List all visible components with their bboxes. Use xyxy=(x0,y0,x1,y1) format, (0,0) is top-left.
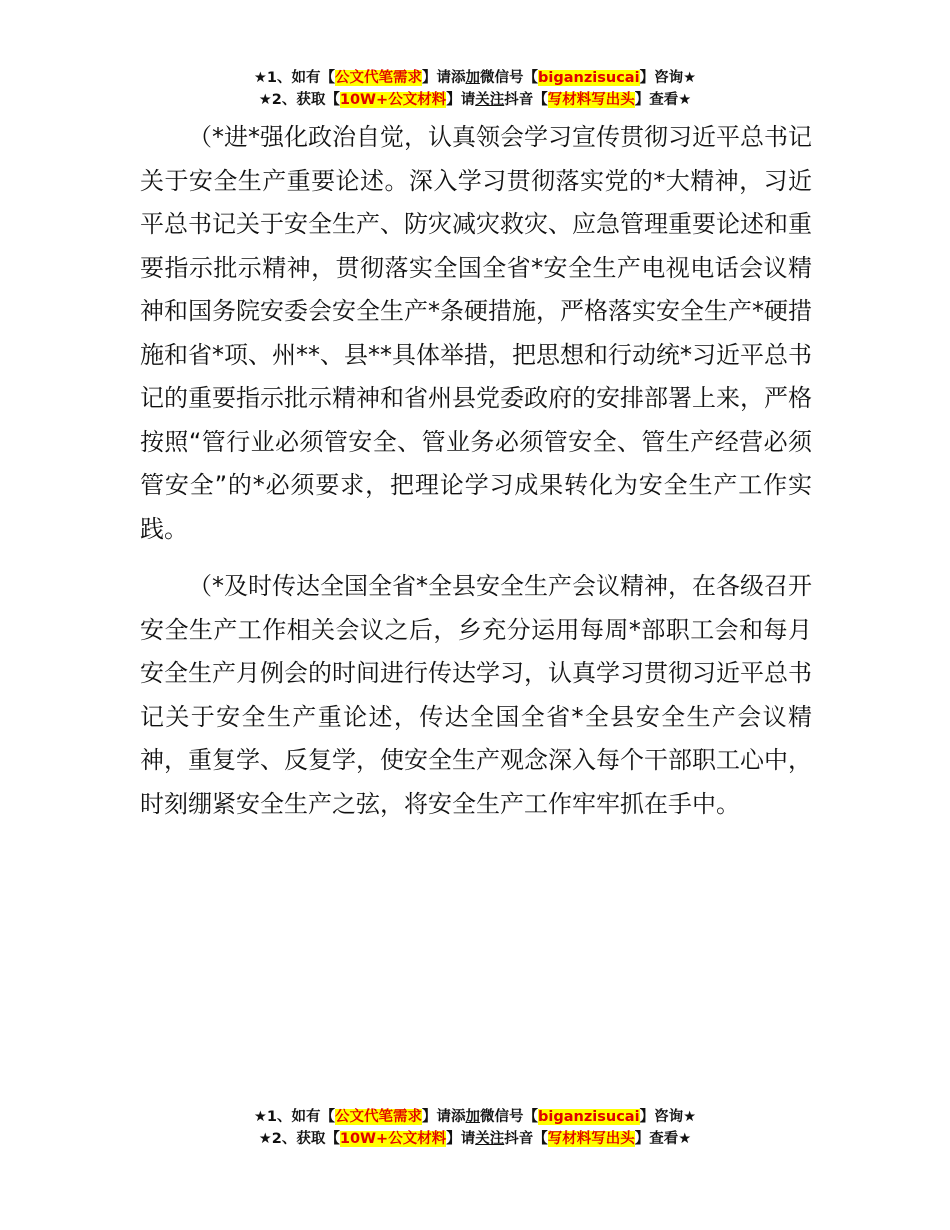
notice-highlight: 10W+公文材料 xyxy=(339,1131,447,1147)
notice-highlight: 写材料写出头 xyxy=(547,1131,635,1147)
notice-highlight: biganzisucai xyxy=(538,1109,640,1125)
notice-highlight: 写材料写出头 xyxy=(547,92,635,108)
notice-text: 微信号【 xyxy=(480,1109,539,1125)
notice-text: ★2、获取【 xyxy=(258,92,340,108)
notice-text: ★1、如有【 xyxy=(253,1109,336,1125)
header-notice xyxy=(0,67,950,111)
notice-text: 抖音【 xyxy=(504,1131,548,1147)
notice-line-1 xyxy=(0,67,950,89)
notice-line-2 xyxy=(0,1128,950,1150)
notice-text: 】请 xyxy=(446,92,476,108)
notice-text: 抖音【 xyxy=(504,92,548,108)
notice-text: 】请 xyxy=(446,1131,476,1147)
footer-notice xyxy=(0,1106,950,1150)
notice-text: ★2、获取【 xyxy=(258,1131,340,1147)
document-body xyxy=(140,116,812,826)
notice-highlight: 公文代笔需求 xyxy=(335,1109,423,1125)
notice-text: 】查看★ xyxy=(634,92,692,108)
notice-highlight: 10W+公文材料 xyxy=(339,92,447,108)
paragraph-2: （*及时传达全国全省*全县安全生产会议精神，在各级召开安全生产工作相关会议之后，乡充分运用每周*部职工会和每月安全生产月例会的时间进行传达学习，认真学习贯彻习近平总书记关于安全生产重论述，传达全国全省*全县安全生产会议精神，重复学、反复学，使安全生产观念深入每个干部职工心中，时刻绷紧安全生产之弦，将安全生产工作牢牢抓在手中。 xyxy=(140,572,812,818)
notice-line-1 xyxy=(0,1106,950,1128)
notice-underlined-text: 关注 xyxy=(475,1131,505,1147)
notice-text: 】咨询★ xyxy=(639,1109,697,1125)
notice-text: 】请添 xyxy=(422,70,466,86)
notice-underlined-text: 加 xyxy=(465,1109,481,1125)
notice-line-2 xyxy=(0,89,950,111)
notice-text: 】请添 xyxy=(422,1109,466,1125)
notice-text: 】咨询★ xyxy=(639,70,697,86)
notice-underlined-text: 关注 xyxy=(475,92,505,108)
notice-text: 微信号【 xyxy=(480,70,539,86)
notice-text: 】查看★ xyxy=(634,1131,692,1147)
notice-highlight: 公文代笔需求 xyxy=(335,70,423,86)
paragraph-1: （*进*强化政治自觉，认真领会学习宣传贯彻习近平总书记关于安全生产重要论述。深入学习贯彻落实党的*大精神，习近平总书记关于安全生产、防灾减灾救灾、应急管理重要论述和重要指示批示精神，贯彻落实全国全省*安全生产电视电话会议精神和国务院安委会安全生产*条硬措施，严格落实安全生产*硬措施和省*项、州**、县**具体举措，把思想和行动统*习近平总书记的重要指示批示精神和省州县党委政府的安排部署上来，严格按照“管行业必须管安全、管业务必须管安全、管生产经营必须管安全”的*必须要求，把理论学习成果转化为安全生产工作实践。 xyxy=(140,123,812,543)
notice-highlight: biganzisucai xyxy=(538,70,640,86)
notice-underlined-text: 加 xyxy=(465,70,481,86)
notice-text: ★1、如有【 xyxy=(253,70,336,86)
